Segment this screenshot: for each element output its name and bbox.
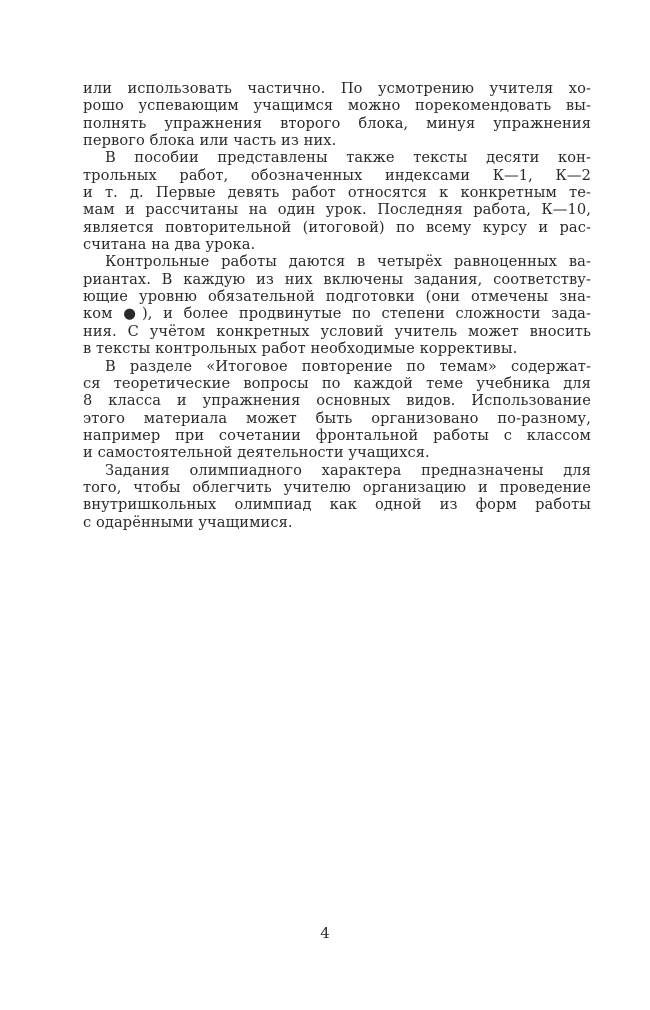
text-line: ющие уровню обязательной подготовки (они отмечены зна-: [83, 288, 591, 306]
text-line: полнять упражнения второго блока, минуя упражнения: [83, 114, 591, 132]
text-line: или использовать частично. По усмотрению учителя хо-: [83, 80, 591, 97]
text-line: 8 класса и упражнения основных видов. Использование: [83, 392, 591, 410]
text-line: Задания олимпиадного характера предназначены для: [105, 461, 591, 479]
text-line: первого блока или часть из них.: [83, 132, 337, 150]
text-line: того, чтобы облегчить учителю организацию и проведение: [83, 478, 591, 496]
page-body: [83, 80, 591, 531]
text-line: Контрольные работы даются в четырёх равноценных ва-: [105, 253, 591, 271]
paragraph-1: [83, 80, 591, 149]
paragraph-2: [83, 149, 591, 253]
text-line: например при сочетании фронтальной работы с классом: [83, 426, 591, 444]
text-line: В разделе «Итоговое повторение по темам» содержат-: [105, 357, 591, 375]
text-line: мам и рассчитаны на один урок. Последняя работа, К—10,: [83, 201, 591, 219]
text-line: этого материала может быть организовано по-разному,: [83, 409, 591, 427]
text-line: является повторительной (итоговой) по всему курсу и рас-: [83, 218, 591, 236]
text-line: ся теоретические вопросы по каждой теме учебника для: [83, 374, 591, 392]
text-line: ком ●), и более продвинутые по степени сложности зада-: [83, 305, 591, 323]
paragraph-4: [83, 358, 591, 462]
text-line: В пособии представлены также тексты десяти кон-: [105, 149, 591, 167]
paragraph-5: [83, 462, 591, 531]
page-number: 4: [320, 924, 330, 942]
text-line: рошо успевающим учащимся можно порекомендовать вы-: [83, 97, 591, 115]
text-line: и т. д. Первые девять работ относятся к конкретным те-: [83, 184, 591, 202]
text-line: считана на два урока.: [83, 236, 256, 254]
text-line: внутришкольных олимпиад как одной из форм работы: [83, 496, 591, 514]
paragraph-3: [83, 253, 591, 357]
text-line: риантах. В каждую из них включены задания, соответству-: [83, 270, 591, 288]
text-line: с одарёнными учащимися.: [83, 513, 293, 531]
text-line: в тексты контрольных работ необходимые коррективы.: [83, 340, 518, 358]
text-line: трольных работ, обозначенных индексами К—1, К—2: [83, 166, 591, 184]
text-line: ния. С учётом конкретных условий учитель может вносить: [83, 322, 591, 340]
text-line: и самостоятельной деятельности учащихся.: [83, 444, 430, 462]
